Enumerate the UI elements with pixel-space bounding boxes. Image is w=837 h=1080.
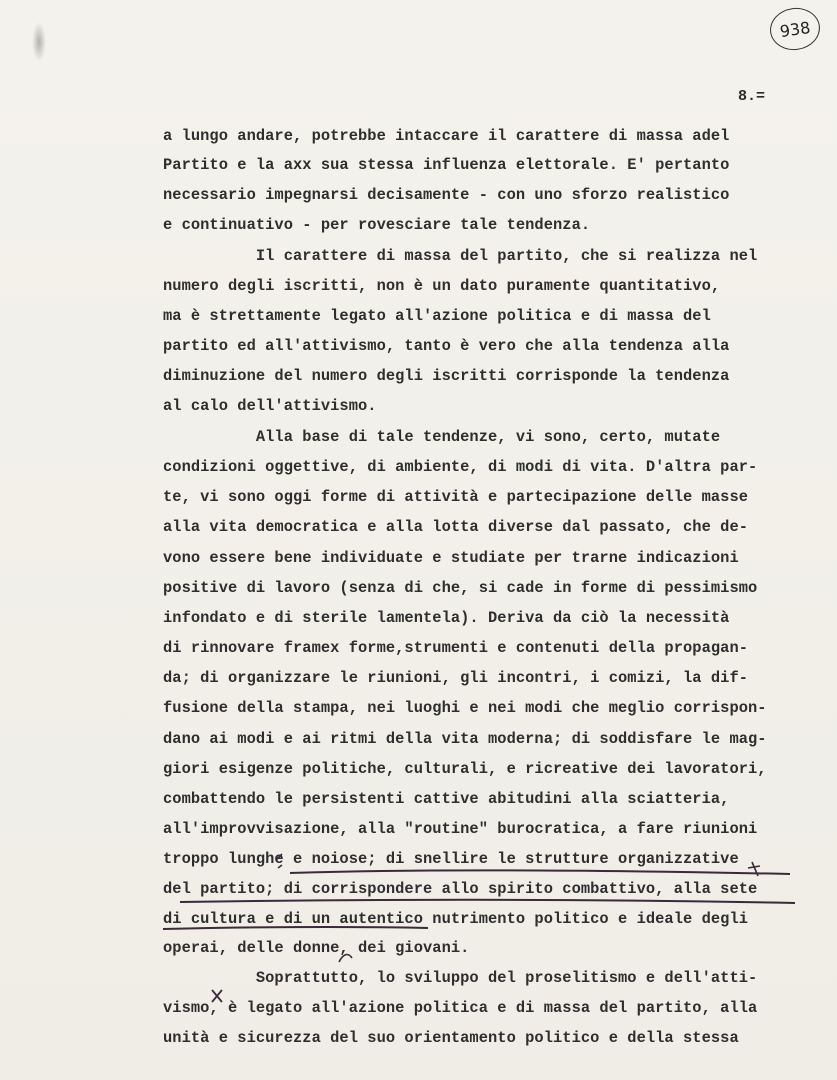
text-line: necessario impegnarsi decisamente - con uno sforzo realistico: [163, 186, 730, 204]
text-line: Il carattere di massa del partito, che si realizza nel: [163, 247, 758, 265]
text-line: all'improvvisazione, alla "routine" burocratica, a fare riunioni: [163, 820, 758, 838]
text-line: da; di organizzare le riunioni, gli incontri, i comizi, la dif-: [163, 669, 749, 687]
text-line: vismo, è legato all'azione politica e di massa del partito, alla: [163, 999, 758, 1017]
text-line: a lungo andare, potrebbe intaccare il carattere di massa adel: [163, 127, 730, 145]
text-line: giori esigenze politiche, culturali, e ricreative dei lavoratori,: [163, 760, 767, 778]
text-line: di rinnovare framex forme,strumenti e contenuti della propagan-: [163, 639, 749, 657]
insertion-arc: [339, 955, 352, 962]
correction-mark-1: [276, 854, 282, 868]
insertion-x: [212, 990, 222, 1002]
text-line: combattendo le persistenti cattive abitudini alla sciatteria,: [163, 790, 730, 808]
text-line: te, vi sono oggi forme di attività e partecipazione delle masse: [163, 488, 749, 506]
text-line: fusione della stampa, nei luoghi e nei modi che meglio corrispon-: [163, 699, 767, 717]
text-line: e continuativo - per rovesciare tale tendenza.: [163, 216, 591, 234]
page-number: 8.=: [738, 88, 766, 105]
text-line: del partito; di corrispondere allo spirito combattivo, alla sete: [163, 880, 758, 898]
text-line: troppo lunghe e noiose; di snellire le strutture organizzative: [163, 850, 739, 868]
text-line: Partito e la axx sua stessa influenza elettorale. E' pertanto: [163, 156, 730, 174]
text-line: positive di lavoro (senza di che, si cade in forme di pessimismo: [163, 579, 758, 597]
text-line: condizioni oggettive, di ambiente, di modi di vita. D'altra par-: [163, 458, 758, 476]
strike-line-3: [163, 927, 428, 929]
text-line: Alla base di tale tendenze, vi sono, certo, mutate: [163, 428, 721, 446]
text-line: partito ed all'attivismo, tanto è vero che alla tendenza alla: [163, 337, 730, 355]
text-line: Soprattutto, lo sviluppo del proselitismo e dell'atti-: [163, 969, 758, 987]
text-line: al calo dell'attivismo.: [163, 397, 377, 415]
text-line: ma è strettamente legato all'azione politica e di massa del: [163, 307, 711, 325]
text-line: unità e sicurezza del suo orientamento politico e della stessa: [163, 1029, 739, 1047]
archive-number-stamp: 938: [767, 5, 822, 54]
text-line: di cultura e di un autentico nutrimento politico e ideale degli: [163, 910, 749, 928]
text-line: operai, delle donne, dei giovani.: [163, 939, 470, 957]
text-line: numero degli iscritti, non è un dato puramente quantitativo,: [163, 277, 721, 295]
strike-line-1: [290, 870, 790, 874]
text-line: diminuzione del numero degli iscritti corrisponde la tendenza: [163, 367, 730, 385]
text-line: alla vita democratica e alla lotta diverse dal passato, che de-: [163, 518, 749, 536]
text-line: infondato e di sterile lamentela). Deriva da ciò la necessità: [163, 609, 730, 627]
text-line: dano ai modi e ai ritmi della vita moderna; di soddisfare le mag-: [163, 730, 767, 748]
text-line: vono essere bene individuate e studiate per trarne indicazioni: [163, 549, 739, 567]
strike-line-2: [180, 900, 795, 903]
